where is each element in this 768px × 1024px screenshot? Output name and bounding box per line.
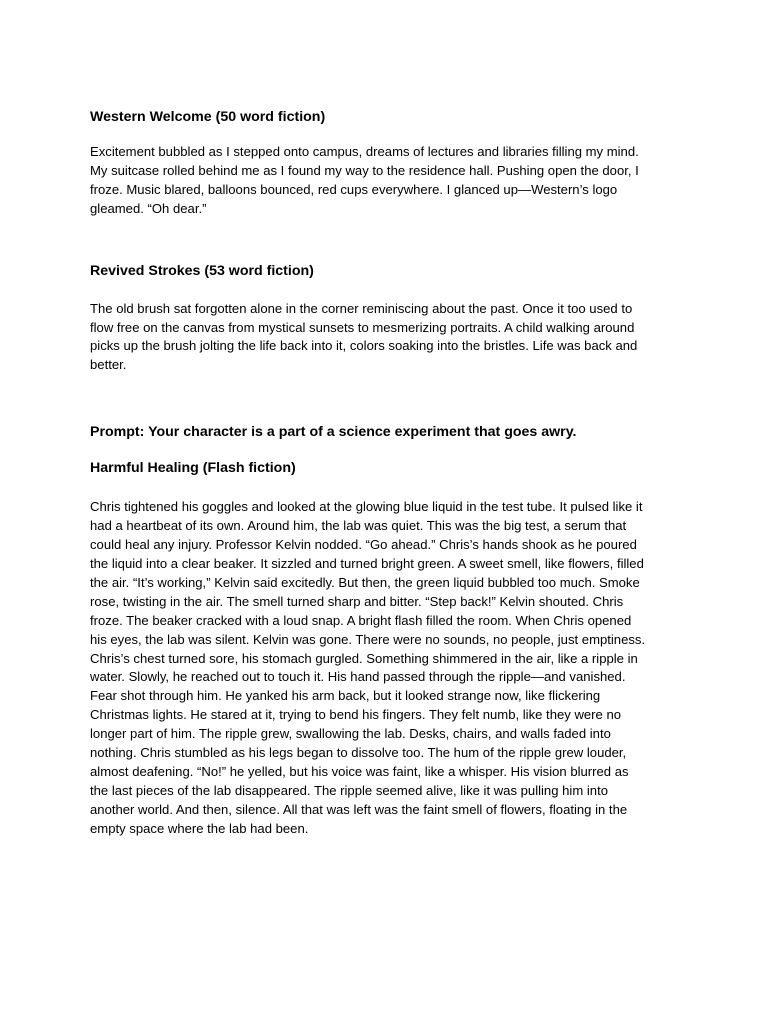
story-body-harmful-healing bbox=[90, 498, 680, 838]
text-line: almost deafening. “No!” he yelled, but his voice was faint, like a whisper. His vision blurred as bbox=[90, 763, 629, 779]
text-line: better. bbox=[90, 357, 127, 373]
text-line: Chris’s chest turned sore, his stomach gurgled. Something shimmered in the air, like a ripple in bbox=[90, 650, 638, 666]
text-line: froze. Music blared, balloons bounced, red cups everywhere. I glanced up—Western’s logo bbox=[90, 181, 618, 197]
text-line: longer part of him. The ripple grew, swallowing the lab. Desks, chairs, and walls faded into bbox=[90, 726, 611, 742]
text-line: the liquid into a clear beaker. It sizzled and turned bright green. A sweet smell, like flowers, filled bbox=[90, 555, 644, 571]
text-line: could heal any injury. Professor Kelvin nodded. “Go ahead.” Chris’s hands shook as he poured bbox=[90, 537, 637, 553]
text-line: the last pieces of the lab disappeared. The ripple seemed alive, like it was pulling him into bbox=[90, 782, 608, 798]
text-line: nothing. Chris stumbled as his legs began to dissolve too. The hum of the ripple grew louder, bbox=[90, 745, 627, 761]
text-line: another world. And then, silence. All that was left was the faint smell of flowers, floating in the bbox=[90, 801, 628, 817]
text-line: Excitement bubbled as I stepped onto campus, dreams of lectures and libraries filling my mind. bbox=[90, 144, 639, 159]
story-body-western-welcome bbox=[90, 143, 680, 219]
document-page bbox=[90, 108, 680, 839]
story-title-western-welcome: Western Welcome (50 word fiction) bbox=[90, 109, 326, 125]
story-title-revived-strokes: Revived Strokes (53 word fiction) bbox=[90, 262, 314, 279]
text-line: the air. “It’s working,” Kelvin said excitedly. But then, the green liquid bubbled too much. Smoke bbox=[90, 574, 640, 590]
text-line: The old brush sat forgotten alone in the corner reminiscing about the past. Once it too used to bbox=[90, 300, 633, 316]
text-line: had a heartbeat of its own. Around him, the lab was quiet. This was the big test, a serum that bbox=[90, 518, 627, 534]
text-line: his eyes, the lab was silent. Kelvin was gone. There were no sounds, no people, just emptiness. bbox=[90, 631, 646, 647]
text-line: Fear shot through him. He yanked his arm back, but it looked strange now, like flickering bbox=[90, 688, 601, 704]
story-title-harmful-healing: Harmful Healing (Flash fiction) bbox=[90, 460, 296, 477]
text-line: My suitcase rolled behind me as I found my way to the residence hall. Pushing open the door, I bbox=[90, 162, 639, 178]
text-line: Chris tightened his goggles and looked at the glowing blue liquid in the test tube. It pulsed like it bbox=[90, 499, 643, 515]
text-line: picks up the brush jolting the life back into it, colors soaking into the bristles. Life was back and bbox=[90, 338, 638, 354]
text-line: gleamed. “Oh dear.” bbox=[90, 200, 207, 216]
text-line: flow free on the canvas from mystical sunsets to mesmerizing portraits. A child walking around bbox=[90, 319, 635, 335]
text-line: empty space where the lab had been. bbox=[90, 820, 309, 836]
prompt-heading: Prompt: Your character is a part of a science experiment that goes awry. bbox=[90, 424, 577, 441]
text-line: water. Slowly, he reached out to touch it. His hand passed through the ripple—and vanished. bbox=[90, 669, 626, 685]
text-line: froze. The beaker cracked with a loud snap. A bright flash filled the room. When Chris opened bbox=[90, 612, 632, 628]
story-body-revived-strokes bbox=[90, 300, 680, 376]
text-line: rose, twisting in the air. The smell turned sharp and bitter. “Step back!” Kelvin shouted. Chris bbox=[90, 593, 624, 609]
text-line: Christmas lights. He stared at it, trying to bend his fingers. They felt numb, like they were no bbox=[90, 707, 622, 723]
